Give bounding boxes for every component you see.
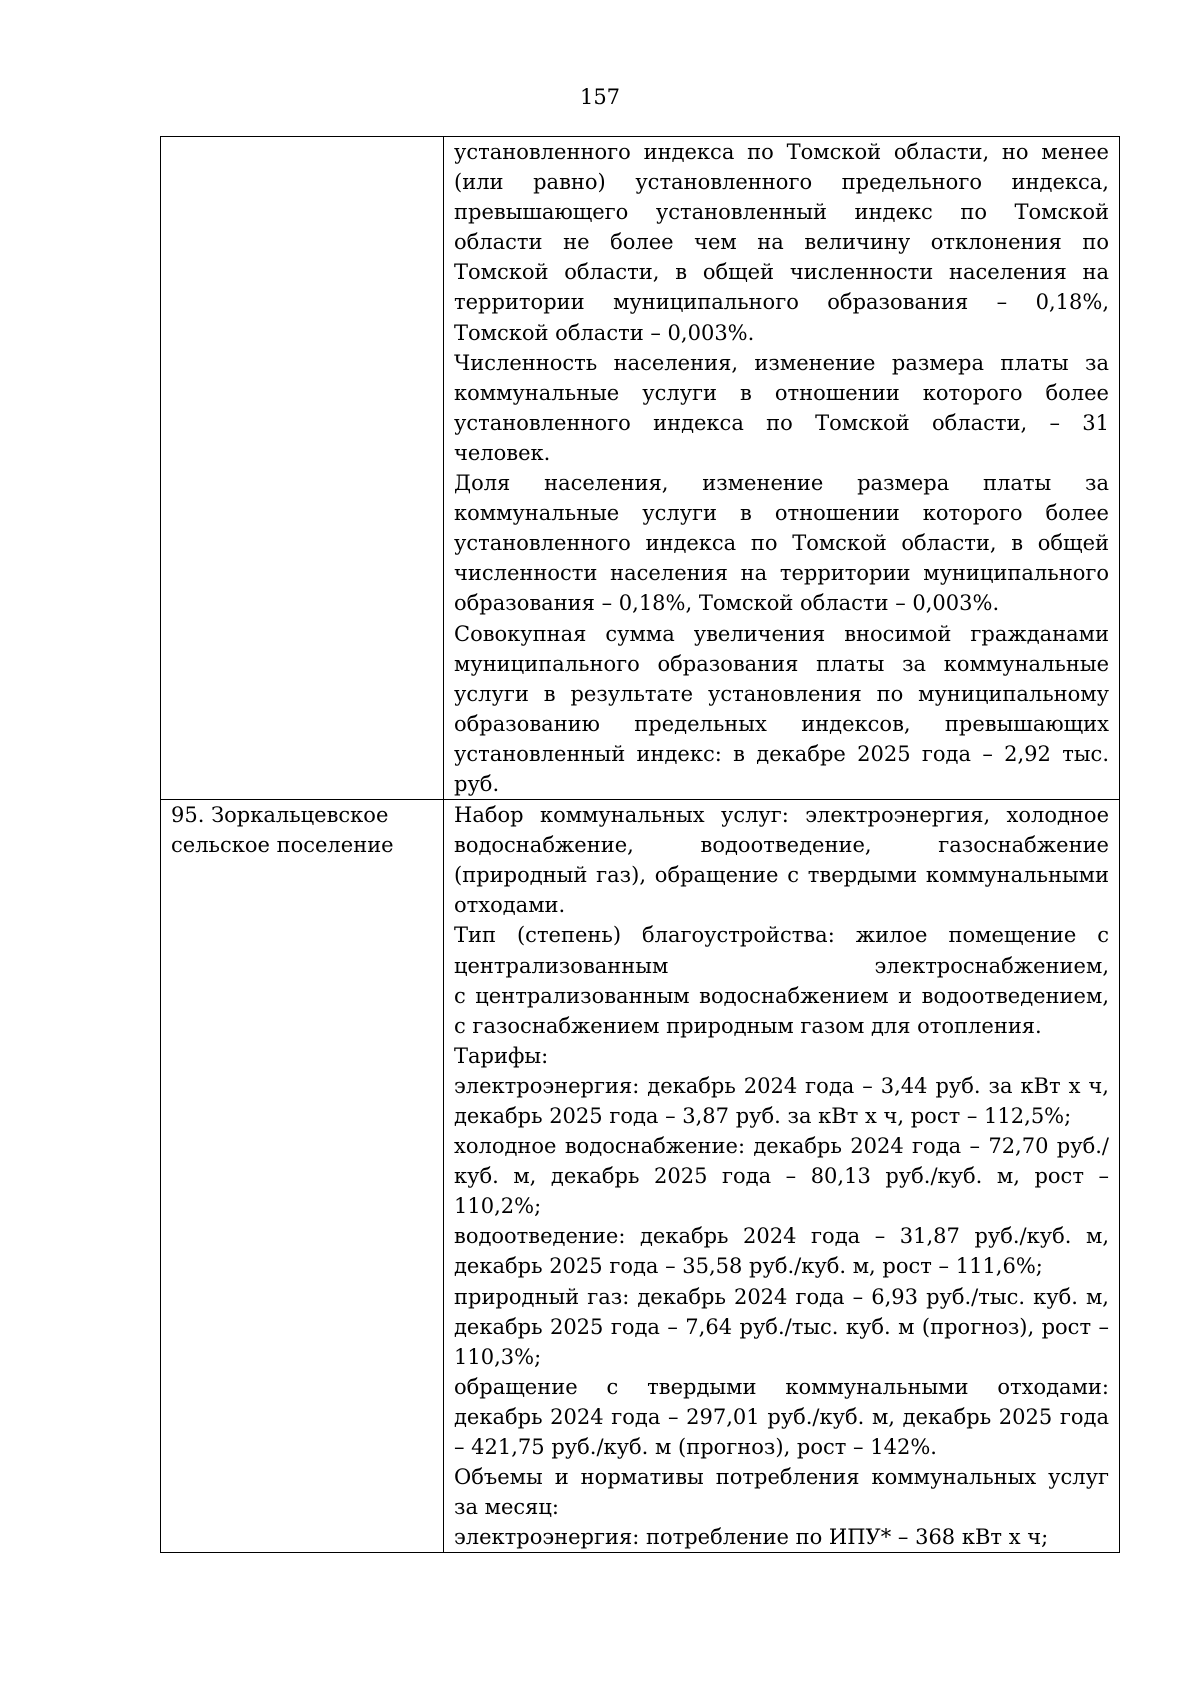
tariff-cold-water: холодное водоснабжение: декабрь 2024 года – 72,70 руб./куб. м, декабрь 2025 года – 80,13 руб./куб. м, рост – 110,2%; — [454, 1134, 1109, 1219]
volumes-header: Объемы и нормативы потребления коммунальных услуг за месяц: — [454, 1465, 1109, 1520]
amenity-line: централизованным электроснабжением, — [454, 953, 1109, 978]
amenity-line: Тип (степень) благоустройства: жилое помещение с — [454, 923, 1109, 948]
index-share-paragraph: установленного индекса по Томской области, но менее (или равно) установленного предельного индекса, превышающего установленный индекс по Томской области не более чем на величину отклонения по Томской области, в общей численности населения на территории муниципального образования – 0,18%, Томской области – 0,003%. — [454, 140, 1109, 345]
population-share-paragraph: Доля населения, изменение размера платы за коммунальные услуги в отношении которого более установленного индекса по Томской области, в общей численности населения на территории муниципального образования – 0,18%, Томской области – 0,003%. — [454, 471, 1109, 616]
municipality-details-cell — [444, 800, 1120, 1553]
tariff-solid-waste: обращение с твердыми коммунальными отходами: декабрь 2024 года – 297,01 руб./куб. м, декабрь 2025 года – 421,75 руб./куб. м (прогноз), рост – 142%. — [454, 1374, 1109, 1460]
municipality-name-cell: 95. Зоркальцевское сельское поселение — [161, 800, 444, 1553]
amenity-line: с газоснабжением природным газом для отопления. — [454, 1013, 1042, 1038]
table-row — [161, 137, 1120, 800]
municipality-table — [160, 136, 1120, 1553]
amenity-line: с централизованным водоснабжением и водоотведением, — [454, 983, 1109, 1008]
total-increase-paragraph: Совокупная сумма увеличения вносимой гражданами муниципального образования платы за коммунальные услуги в результате установления по муниципальному образованию предельных индексов, превышающих установленный индекс: в декабре 2025 года – 2,92 тыс. руб. — [454, 621, 1109, 796]
tariff-natural-gas: природный газ: декабрь 2024 года – 6,93 руб./тыс. куб. м, декабрь 2025 года – 7,64 руб./тыс. куб. м (прогноз), рост – 110,3%; — [454, 1284, 1109, 1369]
page-number: 157 — [579, 85, 621, 109]
municipality-details-cell — [444, 137, 1120, 800]
tariff-electricity: электроэнергия: декабрь 2024 года – 3,44 руб. за кВт х ч, декабрь 2025 года – 3,87 руб. за кВт х ч, рост – 112,5%; — [454, 1073, 1109, 1128]
tariffs-header: Тарифы: — [454, 1043, 549, 1068]
municipality-name-cell — [161, 137, 444, 800]
table-row — [161, 800, 1120, 1553]
population-count-paragraph: Численность населения, изменение размера платы за коммунальные услуги в отношении которого более установленного индекса по Томской области, – 31 человек. — [454, 350, 1109, 465]
services-paragraph: Набор коммунальных услуг: электроэнергия, холодное водоснабжение, водоотведение, газоснабжение (природный газ), обращение с твердыми коммунальными отходами. — [454, 803, 1109, 918]
volume-electricity: электроэнергия: потребление по ИПУ* – 368 кВт х ч; — [454, 1525, 1049, 1550]
tariff-wastewater: водоотведение: декабрь 2024 года – 31,87 руб./куб. м, декабрь 2025 года – 35,58 руб./куб. м, рост – 111,6%; — [454, 1224, 1109, 1279]
